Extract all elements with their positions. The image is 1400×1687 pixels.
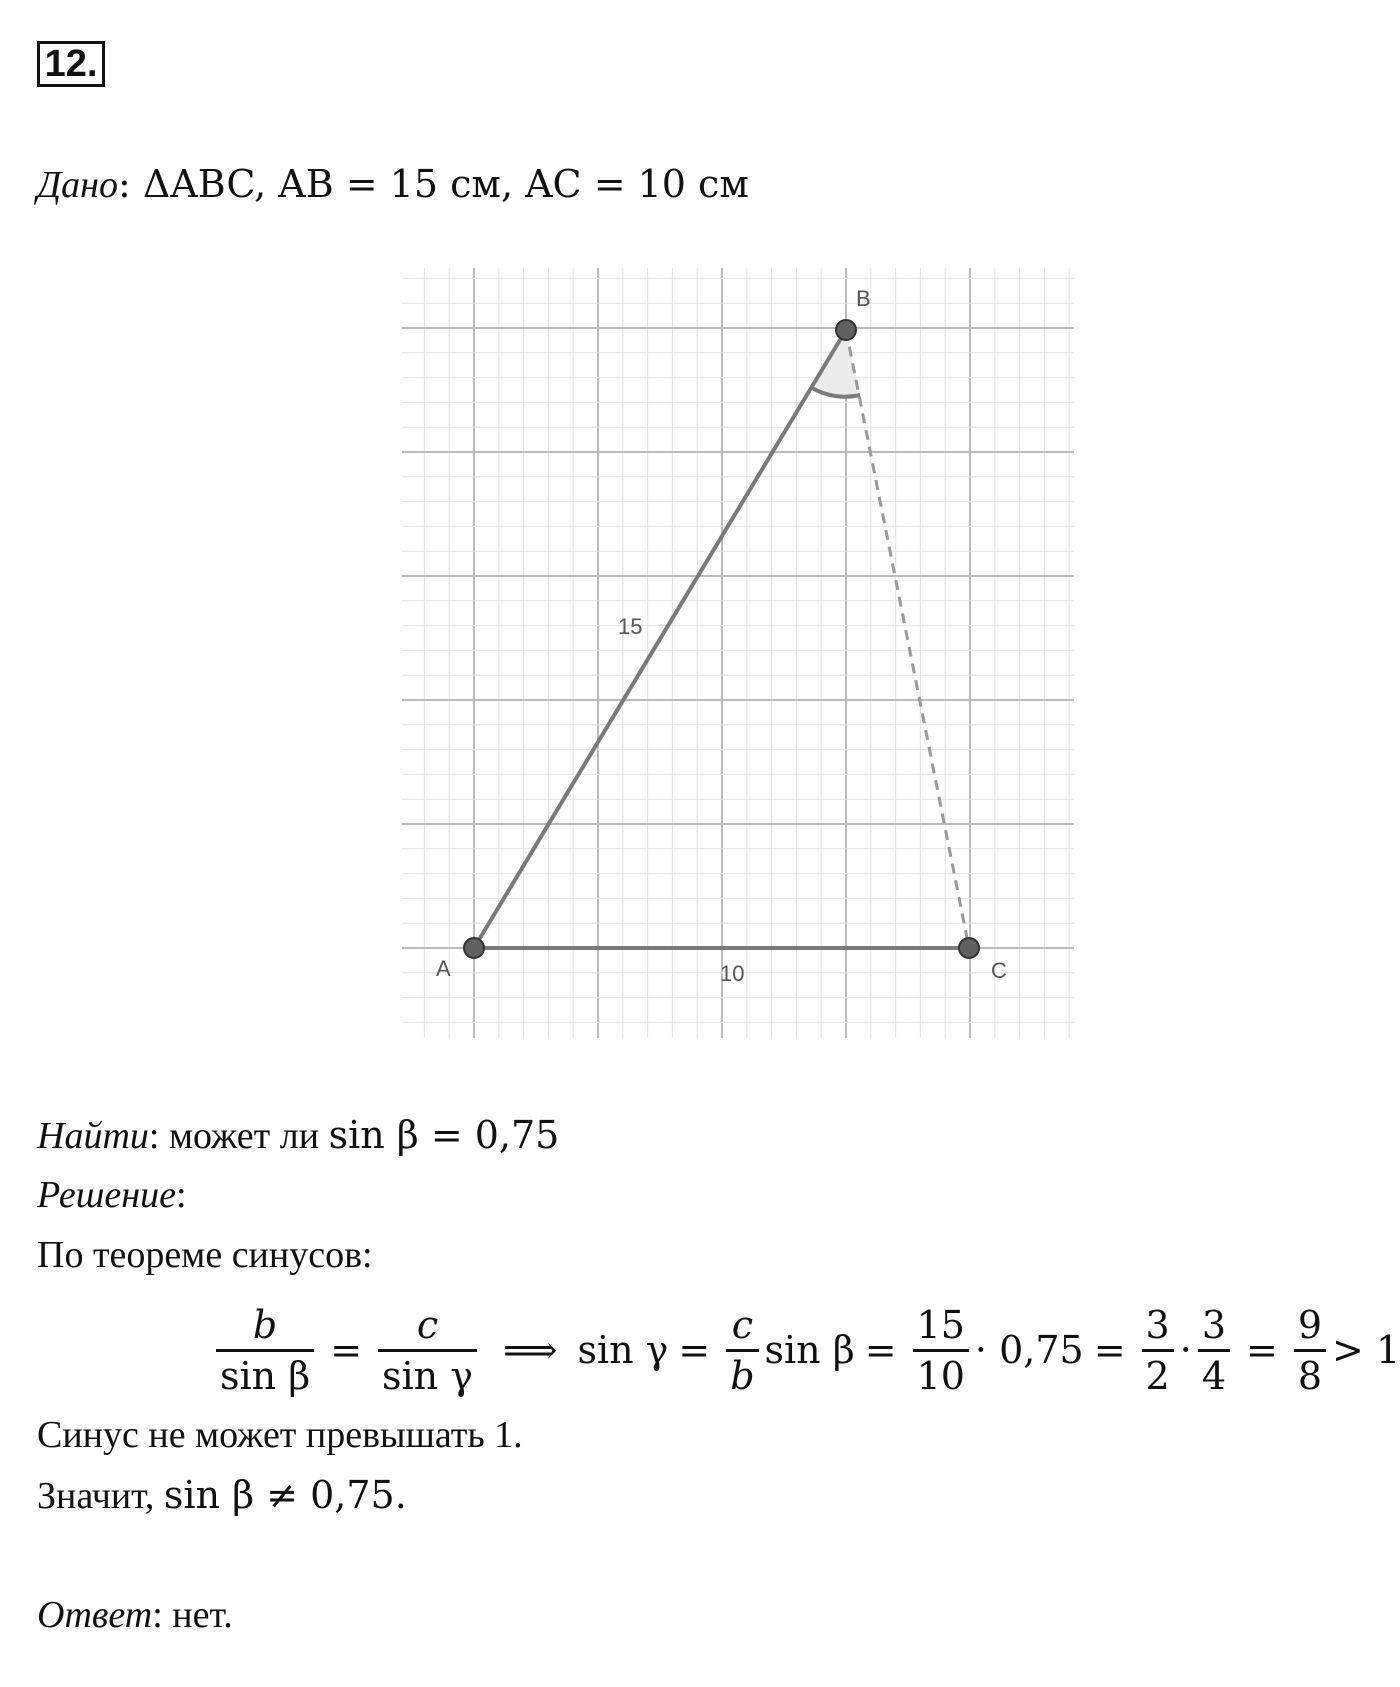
problem-number: 12. — [37, 41, 105, 87]
answer-line — [37, 1593, 233, 1637]
answer-label: Ответ — [37, 1594, 153, 1636]
given-text: : ΔABC, AB = 15 см, AC = 10 см — [118, 162, 749, 206]
given-line — [37, 162, 749, 207]
point-a — [464, 938, 484, 958]
frac2-numerator: c — [416, 1302, 439, 1347]
frac1-denominator: sin β — [220, 1353, 311, 1398]
sin-gamma: sin γ — [577, 1328, 669, 1372]
multiply-dot: · — [1179, 1328, 1192, 1372]
find-expr: sin β = 0,75 — [328, 1113, 560, 1157]
answer-text: : нет. — [152, 1594, 233, 1636]
label-a: A — [436, 956, 451, 981]
equals-sign: = — [678, 1328, 711, 1372]
given-label: Дано — [37, 164, 119, 206]
frac5-denominator: 2 — [1145, 1353, 1170, 1398]
frac7-numerator: 9 — [1297, 1302, 1323, 1347]
theorem-line: По теореме синусов: — [37, 1234, 373, 1276]
grid — [402, 268, 1074, 1038]
fraction-c-over-b — [726, 1301, 758, 1400]
frac4-denominator: 10 — [916, 1353, 965, 1398]
frac5-numerator: 3 — [1145, 1302, 1170, 1347]
conclusion-text: Значит, — [37, 1475, 164, 1517]
find-label: Найти — [37, 1115, 149, 1157]
conclusion-expr: sin β ≠ 0,75. — [163, 1473, 407, 1517]
equals-sign: = — [330, 1328, 363, 1372]
side-bc-dashed — [846, 330, 969, 948]
frac1-numerator: b — [252, 1302, 278, 1347]
solution-colon: : — [175, 1174, 187, 1216]
point-b — [836, 320, 856, 340]
equals-sign: = — [1093, 1328, 1126, 1372]
frac2-denominator: sin γ — [382, 1353, 473, 1398]
sine-law-formula — [210, 1290, 1400, 1410]
sin-beta: sin β — [764, 1328, 855, 1372]
equals-sign: = — [1246, 1328, 1278, 1372]
fraction-9-over-8 — [1294, 1301, 1326, 1400]
frac7-denominator: 8 — [1297, 1353, 1323, 1398]
label-b: B — [856, 286, 871, 311]
frac3-denominator: b — [730, 1353, 755, 1398]
side-ab — [474, 330, 846, 948]
frac3-numerator: c — [731, 1302, 754, 1347]
find-text: : может ли — [148, 1115, 329, 1157]
fraction-15-over-10 — [913, 1301, 969, 1400]
solution-label: Решение — [37, 1174, 176, 1216]
fraction-b-over-sin-beta — [216, 1301, 314, 1400]
triangle-figure — [402, 268, 1082, 1038]
find-line — [37, 1113, 559, 1158]
fraction-3-over-4 — [1198, 1301, 1230, 1400]
frac6-denominator: 4 — [1201, 1353, 1227, 1398]
times-value: · 0,75 — [974, 1328, 1084, 1372]
frac4-numerator: 15 — [916, 1302, 965, 1347]
conclusion-line-2 — [37, 1473, 407, 1518]
point-c — [959, 938, 979, 958]
fraction-3-over-2 — [1142, 1301, 1174, 1400]
greater-than-one: > 1 — [1332, 1328, 1400, 1372]
equals-sign: = — [864, 1328, 897, 1372]
solution-line — [37, 1173, 187, 1217]
frac6-numerator: 3 — [1201, 1302, 1227, 1347]
conclusion-line-1: Синус не может превышать 1. — [37, 1414, 523, 1456]
implies-arrow: ⟹ — [502, 1328, 558, 1372]
label-c: C — [991, 958, 1007, 983]
label-ab-length: 15 — [618, 614, 643, 639]
fraction-c-over-sin-gamma — [378, 1301, 477, 1400]
label-ac-length: 10 — [720, 961, 745, 986]
